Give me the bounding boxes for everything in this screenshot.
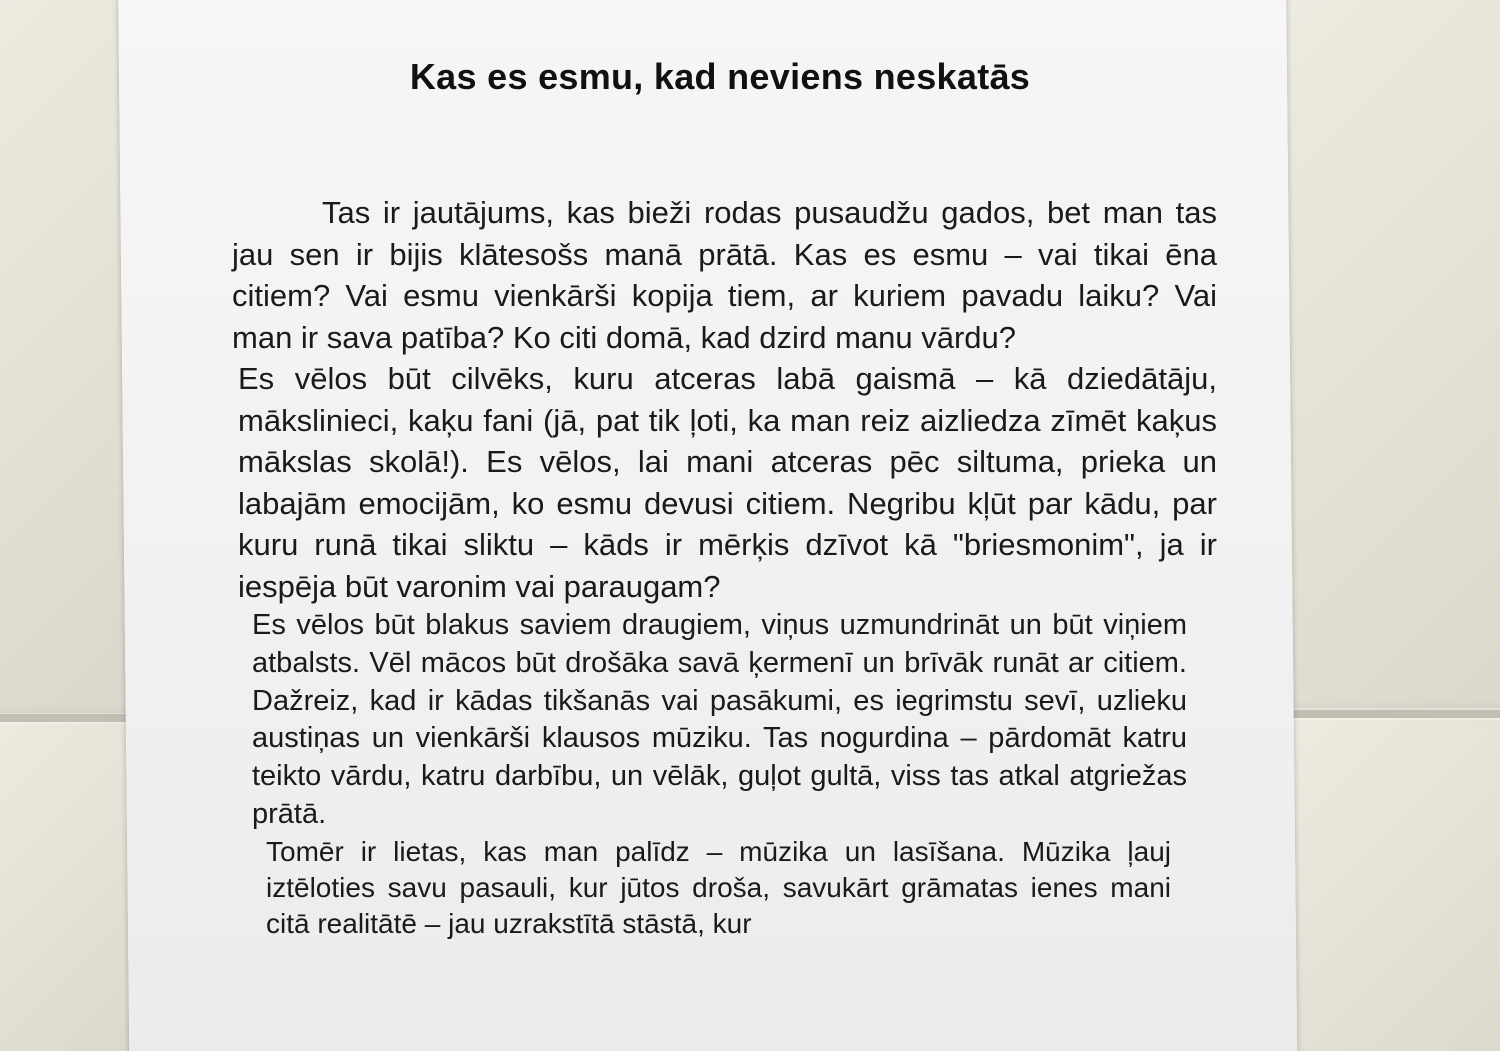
- wall-tile: [1262, 718, 1500, 1051]
- paragraph-3: Es vēlos būt blakus saviem draugiem, viņus uzmundrināt un būt viņiem atbalsts. Vēl mācos būt drošāka savā ķermenī un brīvāk runāt ar citiem. Dažreiz, kad ir kādas tikšanās vai pasākumi, es iegrimstu sevī, uzlieku austiņas un vienkārši klausos mūziku. Tas nogurdina – pārdomāt katru teikto vārdu, katru darbību, un vēlāk, guļot gultā, viss tas atkal atgriežas prātā.: [252, 609, 1187, 830]
- document-title: Kas es esmu, kad neviens neskatās: [409, 56, 1031, 97]
- document-body: [232, 192, 1217, 942]
- paragraph-4: Tomēr ir lietas, kas man palīdz – mūzika un lasīšana. Mūzika ļauj iztēloties savu pasauli, kur jūtos droša, savukārt grāmatas ienes mani citā realitātē – jau uzrakstītā stāstā, kur: [266, 835, 1171, 939]
- tile-grout: [1270, 710, 1500, 718]
- wall-tile: [1262, 0, 1500, 710]
- paragraph-2: Es vēlos būt cilvēks, kuru atceras labā gaismā – kā dziedātāju, mākslinieci, kaķu fani (jā, pat tik ļoti, ka man reiz aizliedza zīmēt kaķus mākslas skolā!). Es vēlos, lai mani atceras pēc siltuma, prieka un labajām emocijām, ko esmu devusi citiem. Negribu kļūt par kādu, par kuru runā tikai sliktu – kāds ir mērķis dzīvot kā "briesmonim", ja ir iespēja būt varonim vai paraugam?: [238, 361, 1217, 604]
- paragraph-1: Tas ir jautājums, kas bieži rodas pusaudžu gados, bet man tas jau sen ir bijis klātesošs manā prātā. Kas es esmu – vai tikai ēna citiem? Vai esmu vienkārši kopija tiem, ar kuriem pavadu laiku? Vai man ir sava patība? Ko citi domā, kad dzird manu vārdu?: [232, 195, 1217, 355]
